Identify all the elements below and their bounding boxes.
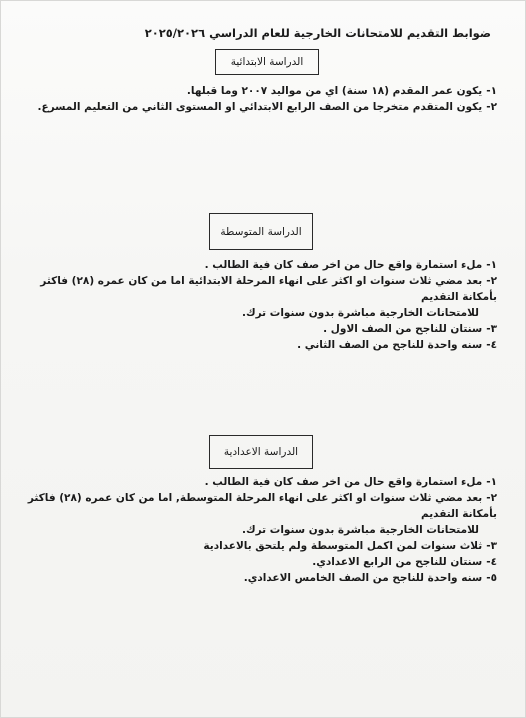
- item-text: ملء استمارة واقع حال من اخر صف كان فية الطالب .: [204, 259, 483, 271]
- item-number: ٤-: [486, 556, 497, 568]
- list-item: [27, 99, 497, 115]
- section-heading-intermediate: الدراسة المتوسطة: [209, 213, 313, 250]
- item-continuation: للامتحانات الخارجية مباشرة بدون سنوات ترك.: [242, 307, 479, 319]
- section-list-intermediate: [27, 257, 497, 353]
- list-item: [27, 273, 497, 321]
- list-item: [27, 570, 497, 586]
- item-text: بعد مضي ثلاث سنوات او اكثر على انهاء المرحلة المتوسطة, اما من كان عمره (٢٨) فاكثر بأمكانة التقديم: [27, 492, 497, 520]
- list-item: [27, 337, 497, 353]
- list-item: [27, 538, 497, 554]
- item-number: ٤-: [486, 339, 497, 351]
- item-number: ٢-: [486, 492, 497, 504]
- list-item: [27, 321, 497, 337]
- item-number: ٥-: [486, 572, 497, 584]
- item-text: سنه واحدة للناجح من الصف الثاني .: [297, 339, 483, 351]
- item-text: سنه واحدة للناجح من الصف الخامس الاعدادي.: [243, 572, 483, 584]
- item-text: يكون المتقدم متخرجا من الصف الرابع الابتدائي او المستوى الثاني من التعليم المسرع.: [37, 101, 483, 113]
- list-item: [27, 257, 497, 273]
- document-title: ضوابط التقديم للامتحانات الخارجية للعام الدراسي ٢٠٢٥/٢٠٢٦: [144, 26, 491, 40]
- item-text: سنتان للناجح من الصف الاول .: [323, 323, 483, 335]
- section-heading-primary: الدراسة الابتدائية: [215, 49, 319, 75]
- item-number: ١-: [486, 85, 497, 97]
- list-item: [27, 554, 497, 570]
- item-number: ٢-: [486, 101, 497, 113]
- item-text: يكون عمر المقدم (١٨ سنة) اي من مواليد ٢٠٠٧ وما قبلها.: [186, 85, 483, 97]
- item-number: ٢-: [486, 275, 497, 287]
- list-item: [27, 490, 497, 538]
- item-text: سنتان للناجح من الرابع الاعدادي.: [312, 556, 483, 568]
- item-text: ملء استمارة واقع حال من اخر صف كان فية الطالب .: [204, 476, 483, 488]
- section-list-primary: [27, 83, 497, 115]
- item-number: ٣-: [486, 323, 497, 335]
- item-text: بعد مضي ثلاث سنوات او اكثر على انهاء المرحلة الابتدائية اما من كان عمره (٢٨) فاكثر بأمكانة التقديم: [40, 275, 497, 303]
- item-number: ١-: [486, 476, 497, 488]
- item-text: ثلاث سنوات لمن اكمل المتوسطة ولم يلتحق بالاعدادية: [203, 540, 483, 552]
- item-number: ٣-: [486, 540, 497, 552]
- item-continuation: للامتحانات الخارجية مباشرة بدون سنوات ترك.: [242, 524, 479, 536]
- list-item: [27, 474, 497, 490]
- section-list-preparatory: [27, 474, 497, 586]
- section-heading-preparatory: الدراسة الاعدادية: [209, 435, 313, 469]
- item-number: ١-: [486, 259, 497, 271]
- list-item: [27, 83, 497, 99]
